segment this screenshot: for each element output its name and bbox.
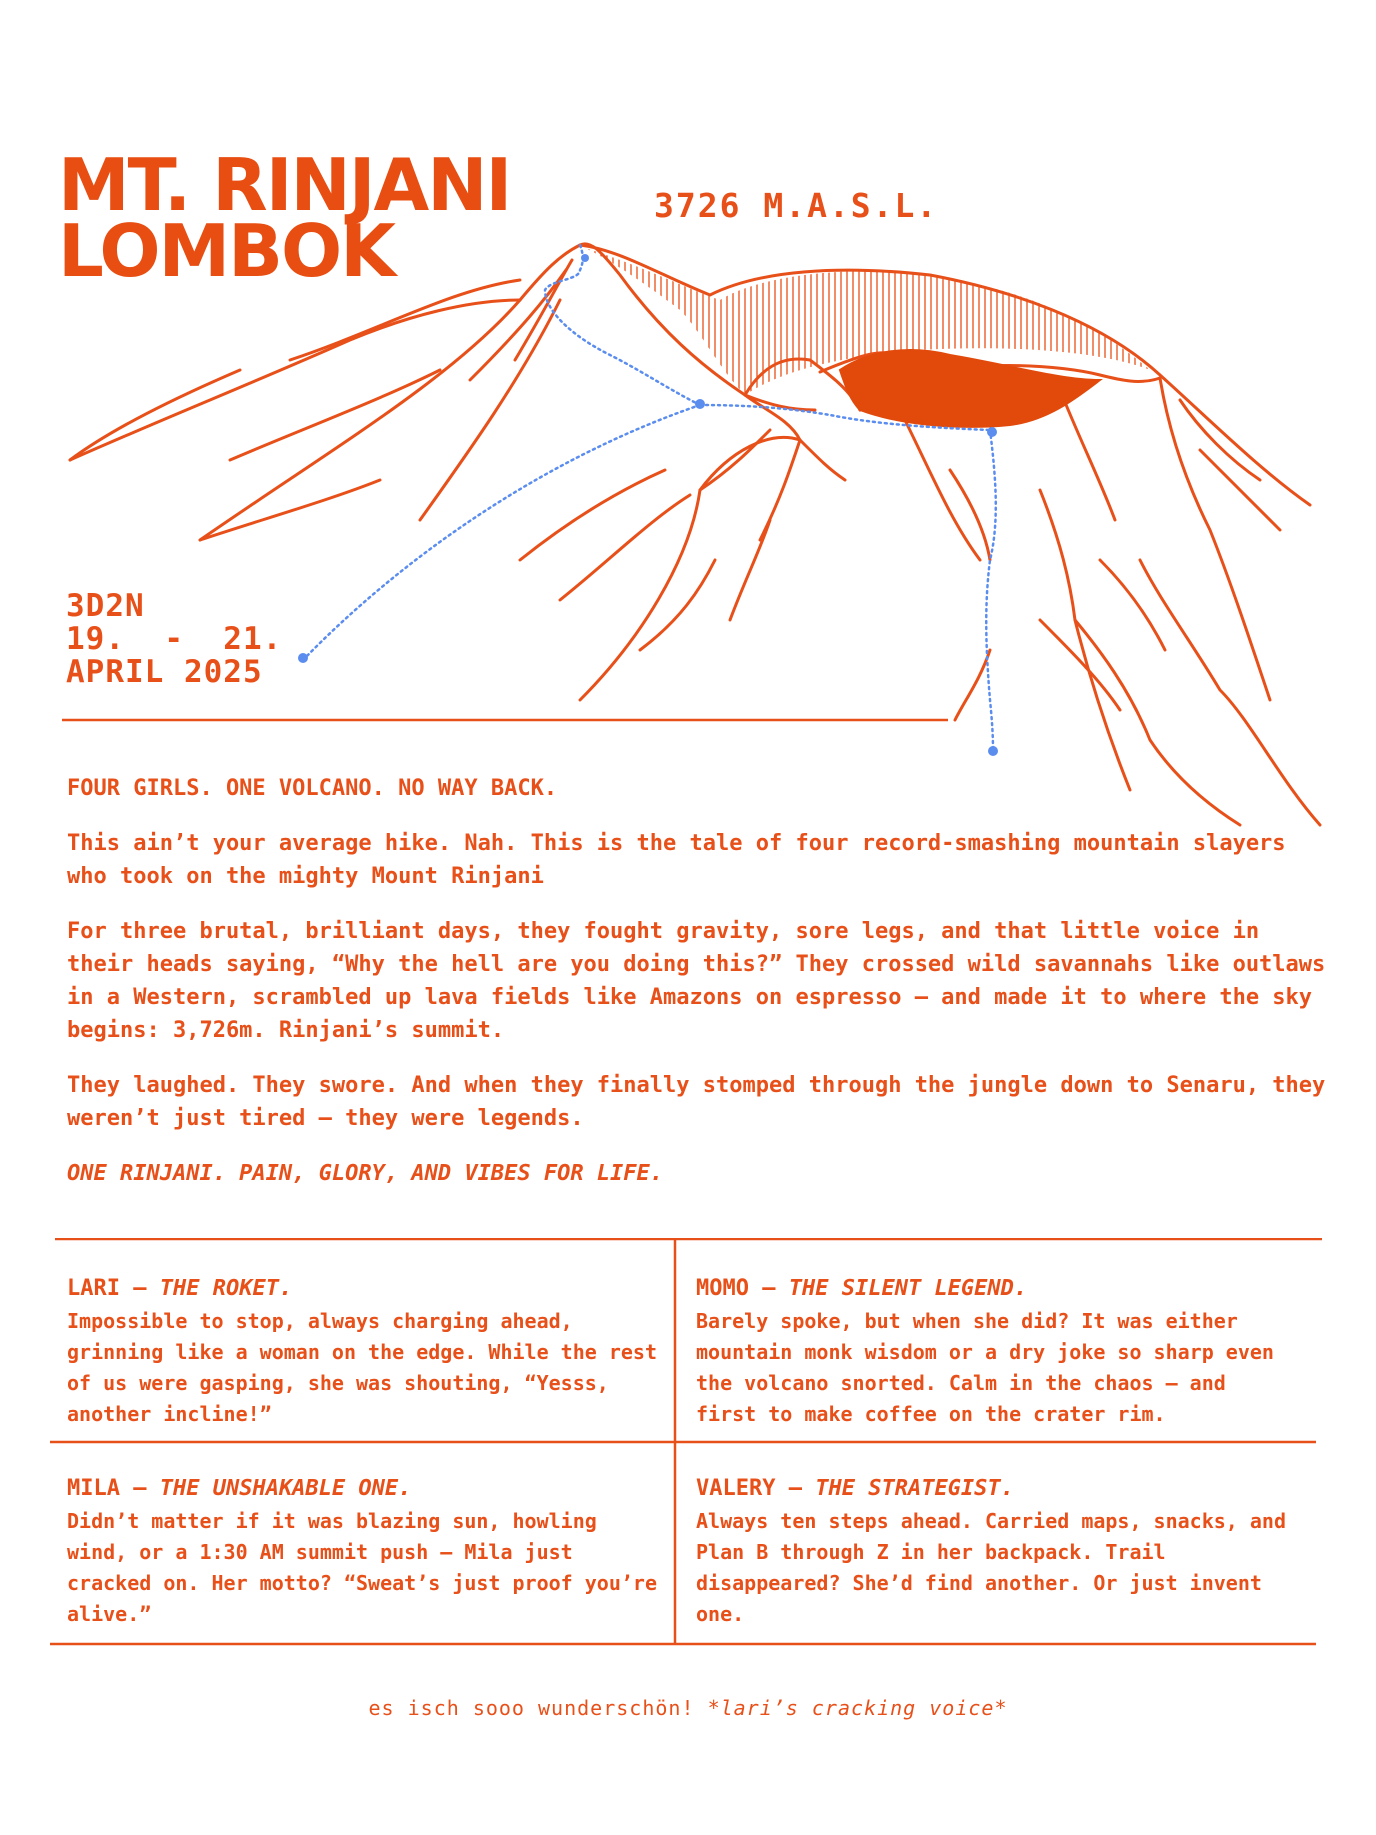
crew-bio: Didn’t matter if it was blazing sun, howling wind, or a 1:30 AM summit push – Mila just cracked on. Her motto? “Sweat’s just proof you’re alive.” [67, 1509, 658, 1626]
trip-date-range: 19. - 21. [66, 621, 283, 657]
waypoint-lake [987, 427, 997, 437]
trip-duration: 3D2N [66, 588, 145, 624]
crew-bio: Barely spoke, but when she did? It was either mountain monk wisdom or a dry joke so sharp even the volcano snorted. Calm in the chaos – and first to make coffee on the crater rim. [696, 1309, 1274, 1426]
crew-role: THE STRATEGIST. [815, 1476, 1014, 1501]
intro-tagline: ONE RINJANI. PAIN, GLORY, AND VIBES FOR LIFE. [67, 1161, 664, 1186]
footer-text: es isch sooo wunderschön! [368, 1696, 708, 1720]
footer-quote [0, 1696, 1376, 1720]
volcano-illustration [0, 0, 1376, 860]
crew-name: MILA – THE UNSHAKABLE ONE. [67, 1476, 412, 1501]
title-line-2: LOMBOK [58, 209, 395, 293]
crew-card-valery [696, 1472, 1286, 1630]
intro-paragraph-2: For three brutal, brilliant days, they fought gravity, sore legs, and that little voice in their heads saying, “Why the hell are you doing this?” They crossed wild savannahs like outlaws in a Western, scrambled up lava fields like Amazons on espresso – and made it to where the sky begins: 3,726m. Rinjani’s summit. [67, 919, 1326, 1043]
waypoint-camp [695, 399, 705, 409]
trip-dates [66, 590, 282, 689]
crew-name: VALERY – THE STRATEGIST. [696, 1476, 1014, 1501]
waypoint-summit [581, 254, 589, 262]
mountain-outline [70, 244, 1320, 825]
crew-role: THE SILENT LEGEND. [788, 1276, 1028, 1301]
crew-role: THE UNSHAKABLE ONE. [159, 1476, 412, 1501]
crew-name: LARI – THE ROKET. [67, 1276, 293, 1301]
crew-name: MOMO – THE SILENT LEGEND. [696, 1276, 1028, 1301]
crew-card-lari [67, 1272, 657, 1430]
crater-lake [840, 350, 1100, 427]
intro-headline: FOUR GIRLS. ONE VOLCANO. NO WAY BACK. [67, 776, 558, 801]
elevation-label: 3726 M.A.S.L. [654, 186, 939, 225]
crew-role: THE ROKET. [159, 1276, 293, 1301]
intro-paragraph-3: They laughed. They swore. And when they finally stomped through the jungle down to Senaru, they weren’t just tired – they were legends. [67, 1073, 1326, 1131]
crew-bio: Impossible to stop, always charging ahead, grinning like a woman on the edge. While the rest of us were gasping, she was shouting, “Yesss, another incline!” [67, 1309, 658, 1426]
trip-month-year: APRIL 2025 [66, 654, 263, 690]
crew-bio: Always ten steps ahead. Carried maps, snacks, and Plan B through Z in her backpack. Trail disappeared? She’d find another. Or just invent one. [696, 1509, 1287, 1626]
intro-section [67, 772, 1337, 1212]
footer-italic: *lari’s cracking voice* [707, 1696, 1008, 1720]
crew-grid [50, 1238, 1322, 1646]
intro-paragraph-1: This ain’t your average hike. Nah. This is the tale of four record-smashing mountain slayers who took on the mighty Mount Rinjani [67, 831, 1286, 889]
waypoint-start [298, 653, 308, 663]
crew-card-momo [696, 1272, 1286, 1430]
title-line-1: MT. RINJANI [58, 143, 511, 227]
crew-card-mila [67, 1472, 657, 1630]
waypoint-end [988, 746, 998, 756]
